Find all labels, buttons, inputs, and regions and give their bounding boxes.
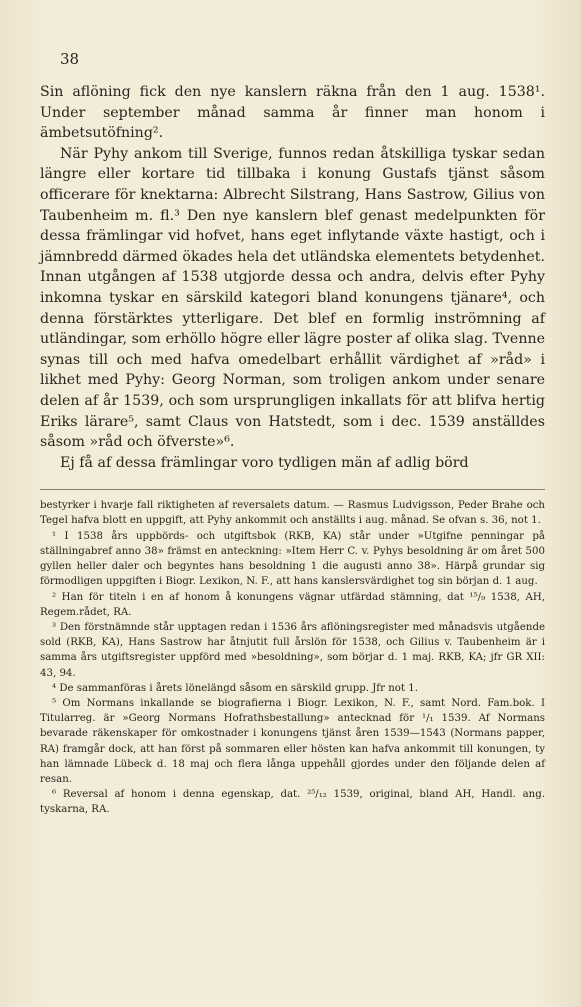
footnote: ⁴ De sammanföras i årets lönelängd såsom en särskild grupp. Jfr not 1. — [52, 682, 418, 694]
footnote: ¹ I 1538 års uppbörds- och utgiftsbok (RKB, KA) står under »Utgifne penningar på ställningabref anno 38» främst en anteckning: »Item Herr C. v. Pyhys besoldning är om året 500 gyllen heller daler och begyntes hans besoldning 1 die augusti anno 38». Härpå grundar sig förmodligen uppgiften i Biogr. Lexikon, N. F., att hans kanslersvärdighet tog sin början d. 1 aug. — [40, 530, 545, 588]
body-paragraph: När Pyhy ankom till Sverige, funnos redan åtskilliga tyskar sedan längre eller kortare tid tillbaka i konung Gustafs tjänst såsom officerare för knektarna: Albrecht Silstrang, Hans Sastrow, Gilius von Taubenheim m. fl.³ Den nye kanslern blef genast medelpunkten för dessa främlingar vid hofvet, hans eget inflytande växte hastigt, och i jämnbredd därmed ökades hela det utländska elementets betydenhet. Innan utgången af 1538 utgjorde dessa och andra, delvis efter Pyhy inkomna tyskar en särskild kategori bland konungens tjänare⁴, och denna förstärktes ytterligare. Det blef en formlig inströmning af utländingar, som erhöllo högre eller lägre poster af olika slag. Tvenne synas till och med hafva omedelbart erhållit värdighet af »råd» i likhet med Pyhy: Georg Norman, som troligen ankom under senare delen af år 1539, och som ursprungligen inkallats för att blifva hertig Eriks lärare⁵, samt Claus von Hatstedt, som i dec. 1539 anställdes såsom »råd och öfverste»⁶. — [40, 145, 545, 451]
footnote: ⁵ Om Normans inkallande se biografierna i Biogr. Lexikon, N. F., samt Nord. Fam.bok. I Titularreg. är »Georg Normans Hofrathsbestallung» antecknad för ¹/₁ 1539. Af Normans bevarade räkenskaper för omkostnader i konungens tjänst åren 1539—1543 (Normans papper, RA) framgår dock, att han först på sommaren eller hösten kan hafva ankommit till konungen, ty han lämnade Lübeck d. 18 maj och flera långa uppehåll gjordes under den följande delen af resan. — [40, 697, 545, 785]
footnote: ⁶ Reversal af honom i denna egenskap, dat. ²⁵/₁₂ 1539, original, bland AH, Handl. ang. tyskarna, RA. — [40, 789, 545, 816]
body-paragraph: Ej få af dessa främlingar voro tydligen män af adlig börd — [60, 454, 469, 471]
footnote: ³ Den förstnämnde står upptagen redan i 1536 års aflöningsregister med månadsvis utgående sold (RKB, KA), Hans Sastrow har åtnjutit full årslön för 1538, och Gilius v. Taubenheim är i samma års utgiftsregister uppförd med »besoldning», som börjar d. 1 maj. RKB, KA; jfr GR XII: 43, 94. — [40, 621, 545, 679]
body-paragraph: Sin aflöning fick den nye kanslern räkna från den 1 aug. 1538¹. Under september månad samma år finner man honom i ämbetsutöfning². — [40, 84, 545, 142]
footnotes — [40, 498, 545, 817]
footnote: ² Han för titeln i en af honom å konungens vägnar utfärdad stämning, dat ¹⁵/₉ 1538, AH, Regem.rådet, RA. — [40, 591, 545, 618]
page-number: 38 — [60, 50, 80, 68]
body-text — [40, 82, 545, 473]
footnote: bestyrker i hvarje fall riktigheten af reversalets datum. — Rasmus Ludvigsson, Peder Brahe och Tegel hafva blott en uppgift, att Pyhy ankommit och anställts i aug. månad. Se ofvan s. 36, not 1. — [40, 500, 545, 527]
footnote-divider — [40, 489, 545, 490]
